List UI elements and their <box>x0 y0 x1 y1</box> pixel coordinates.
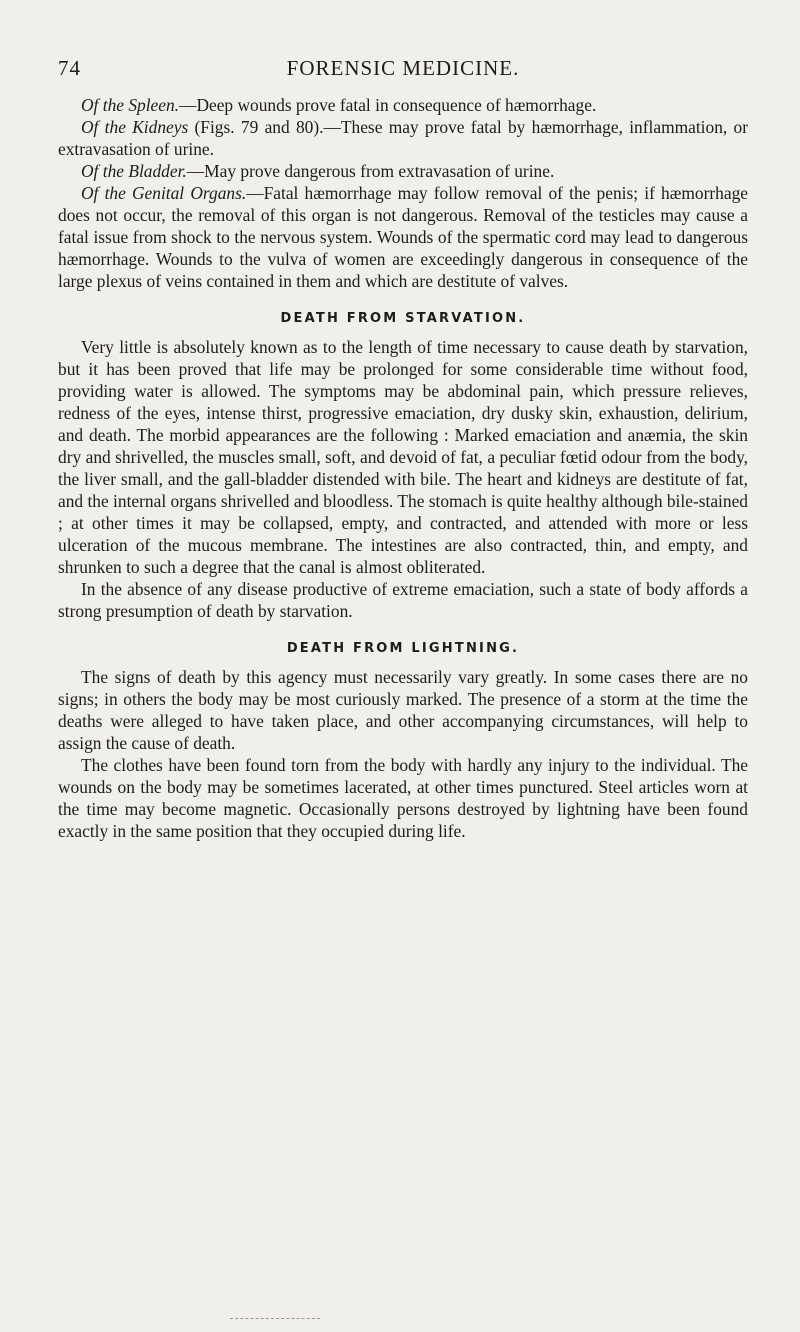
paragraph-text: —Fatal hæmorrhage may follow removal of the penis; if hæmorrhage does not occur, the removal of this organ is not dangerous. Removal of the testicles may cause a fatal issue from shock to the nervous system. Wounds of the spermatic cord may lead to dangerous hæmorrhage. Wounds to the vulva of women are exceedingly dangerous in consequence of the large plexus of veins contained in them and which are destitute of valves. <box>58 183 748 291</box>
running-title: FORENSIC MEDICINE. <box>286 56 520 80</box>
section-heading-lightning: DEATH FROM LIGHTNING. <box>286 641 520 656</box>
paragraph-bladder <box>58 160 748 182</box>
paragraph-lead: Of the Bladder. <box>81 161 187 181</box>
section-heading-starvation: DEATH FROM STARVATION. <box>280 311 526 326</box>
paragraph-genital-organs <box>58 182 748 292</box>
paragraph-lightning-2: The clothes have been found torn from the body with hardly any injury to the individual. The wounds on the body may be sometimes lacerated, at other times punctured. Steel articles worn at the time may become magnetic. Occasionally persons destroyed by lightning have been found exactly in the same position that they occupied during life. <box>58 755 748 841</box>
running-head <box>58 56 748 84</box>
paragraph-text: (Figs. 79 and 80).—These may prove fatal by hæmorrhage, inflammation, or extravasation of urine. <box>58 117 749 159</box>
paragraph-lightning-1: The signs of death by this agency must necessarily vary greatly. In some cases there are no signs; in others the body may be most curiously marked. The presence of a storm at the time the deaths were alleged to have taken place, and other accompanying circumstances, will help to assign the cause of death. <box>58 667 748 753</box>
paragraph-lead: Of the Genital Organs. <box>81 183 247 203</box>
paragraph-starvation-1: Very little is absolutely known as to the length of time necessary to cause death by starvation, but it has been proved that life may be prolonged for some considerable time without food, providing water is allowed. The symptoms may be abdominal pain, which pressure relieves, redness of the eyes, intense thirst, progressive emaciation, dry dusky skin, exhaustion, delirium, and death. The morbid appearances are the following : Marked emaciation and anæmia, the skin dry and shrivelled, the muscles small, soft, and devoid of fat, a peculiar fœtid odour from the body, the liver small, and the gall-bladder distended with bile. The heart and kidneys are destitute of fat, and the internal organs shrivelled and bloodless. The stomach is quite healthy although bile-stained ; at other times it may be collapsed, empty, and contracted, and attended with more or less ulceration of the mucous membrane. The intestines are also contracted, thin, and empty, and shrunken to such a degree that the canal is almost obliterated. <box>58 337 748 577</box>
page-number: 74 <box>58 56 81 80</box>
paragraph-starvation-2: In the absence of any disease productive of extreme emaciation, such a state of body affords a strong presumption of death by starvation. <box>58 579 748 621</box>
body-text <box>58 94 748 842</box>
paragraph-spleen <box>58 94 748 116</box>
book-page <box>58 56 748 842</box>
paragraph-lead: Of the Spleen. <box>81 95 180 115</box>
paragraph-lead: Of the Kidneys <box>81 117 189 137</box>
paragraph-text: —May prove dangerous from extravasation of urine. <box>186 161 555 181</box>
paragraph-text: —Deep wounds prove fatal in consequence of hæmorrhage. <box>179 95 597 115</box>
print-smudge <box>230 1318 320 1320</box>
paragraph-kidneys <box>58 116 748 160</box>
